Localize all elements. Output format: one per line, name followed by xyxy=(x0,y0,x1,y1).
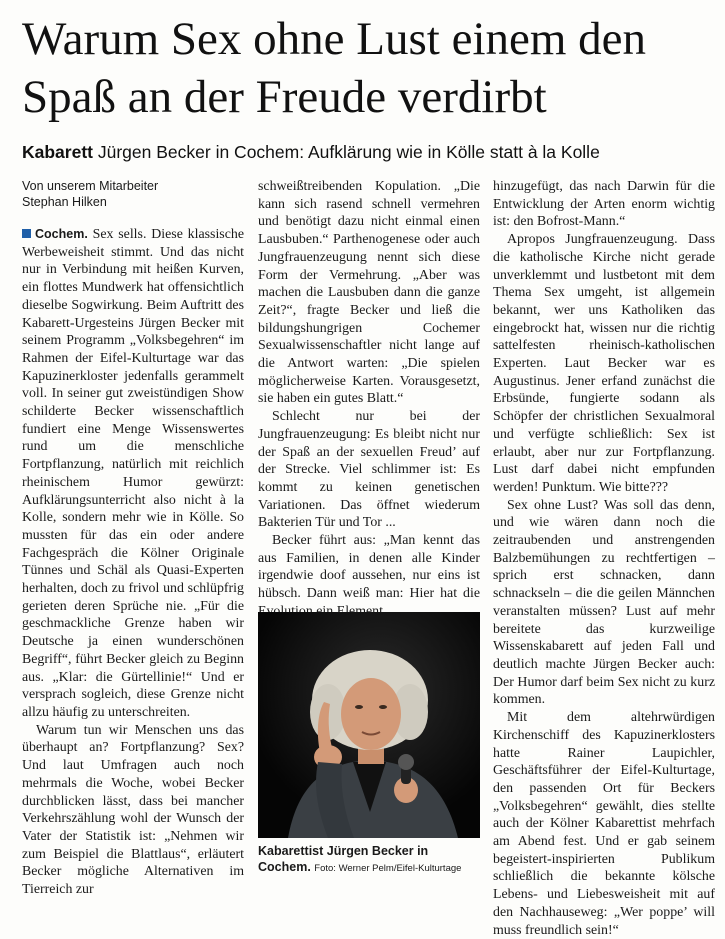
section-square-icon xyxy=(22,229,31,238)
paragraph-5: Apropos Jungfrauenzeugung. Dass die katholische Kirche nicht gerade unverklemmt und lustbetont mit dem Thema Sex umgeht, ist allgemein bekannt, wer uns Katholiken das eingebrockt hat, wissen nur die richtig sattelfesten rheinisch-katholischen Experten. Laut Becker war es Augustinus. Jener erfand zunächst die Erbsünde, fungierte sodann als Schöpfer der christlichen Sexualmoral und verfügte schließlich: Sex ist erlaubt, aber nur zur Fortpflanzung. Lust darf dabei nicht empfunden werden! Punktum. Wie bitte??? xyxy=(493,232,715,495)
photo-credit: Foto: Werner Pelm/Eifel-Kulturtage xyxy=(314,863,462,874)
headline-line-2: Spaß an der Freude verdirbt xyxy=(22,71,547,123)
byline-author: Stephan Hilken xyxy=(22,195,107,209)
photo-juergen-becker xyxy=(258,612,480,838)
dateline: Cochem. xyxy=(35,227,88,241)
paragraph-2: Warum tun wir Menschen uns das überhaupt an? Fortpflanzung? Sex? Und laut Umfragen auch noch mehrmals die Woche, wobei Becker durchblicken lässt, dass bei mancher Verkehrszählung wohl der Wunsch der Vater der Statistik ist: „Nehmen wir zum Beispiel die Blattlaus“, erläutert Becker mögliche Alternativen im Tierreich zur xyxy=(22,722,244,898)
article-column-2 xyxy=(258,178,480,621)
paragraph-4: Becker führt aus: „Man kennt das aus Familien, in denen alle Kinder irgendwie doof aussehen, nur eins ist hübsch. Dann weiß man: Hier hat die xyxy=(258,533,480,602)
caption-text: Kabarettist Jürgen Becker in Cochem. xyxy=(258,844,429,874)
paragraph-7: Mit dem altehrwürdigen Kirchenschiff des Kapuzinerklosters hatte Rainer Laupichler, Geschäftsführer der Eifel-Kulturtage, den passenden Ort für Beckers „Volksbegehren“ gewählt, dies stellte auch der Kölner Kabarettist mehrfach am Abend fest. Und er gab seinem begeistert-inspirierten Publikum schließlich die bekannte kölsche Lebens- und Liebesweisheit mit auf den Nachhauseweg: „Wer poppe’ will muss freundlich sein!“ xyxy=(493,710,715,938)
byline xyxy=(22,178,244,210)
paragraph-1 xyxy=(22,226,244,722)
subtitle-text: Jürgen Becker in Cochem: Aufklärung wie in Kölle statt à la Kolle xyxy=(97,142,600,162)
paragraph-3: Schlecht nur bei der Jungfrauenzeugung: Es bleibt nicht nur der Spaß an der sexuellen Freud’ auf der Strecke. Viel schlimmer ist: Es kommt zu keinen genetischen Variationen. Das öffnet wiederum Bakterien Tür und Tor ... xyxy=(258,409,480,531)
byline-line-1: Von unserem Mitarbeiter xyxy=(22,179,159,193)
paragraph-1-text: Sex sells. Diese klassische Werbeweisheit stimmt. Und das nicht nur in Verbindung mit heißen Kurven, ein flottes Mundwerk hat offensichtlich dieselbe Sogwirkung. Beim Auftritt des Kabarett-Urgesteins Jürgen Becker mit seinem Programm „Volksbegehren“ im Rahmen der Eifel-Kulturtage war das Kapuzinerkloster jedenfalls gerammelt voll. In seiner gut zweistündigen Show schilderte Becker wissenschaftlich fundiert eine Menge Wissenswertes rund um die menschliche Fortpflanzung, natürlich mit reichlich rheinischem Humor gewürzt: Aufklärungsunterricht also nicht à la Kolle, sondern mehr wie in Kölle. So mussten für das ein oder andere Fachgespräch die Kölner Originale Tünnes und Schäl als Quasi-Experten herhalten, doch zu frivol und schlüpfrig gerieten deren Sprüche nie. „Für die geschmackliche Grenze haben wir Deutsche ja einen wunderschönen Begriff“, führt Becker gleich zu Beginn aus. „Klar: die Gürtellinie!“ Und er versprach sogleich, diese Grenze nicht allzu häufig zu unterschreiten. xyxy=(22,227,244,720)
paragraph-6: Sex ohne Lust? Was soll das denn, und wie wären dann noch die zeitraubenden und anstrengenden Balzbemühungen zu rechtfertigen – sprich erst schnacken, dann schnackseln – die die geilen Männchen veranstalten müssen? Lust auf mehr bereitete das kurzweilige Wissenskabarett auf jeden Fall und deutlich machte Jürgen Becker auch: Der Humor darf beim Sex nicht zu kurz kommen. xyxy=(493,497,715,708)
headline-line-1: Warum Sex ohne Lust einem den xyxy=(22,13,647,65)
headline xyxy=(22,10,712,126)
article-column-3 xyxy=(493,178,715,939)
subtitle xyxy=(22,142,712,163)
photo-caption xyxy=(258,843,483,877)
kicker: Kabarett xyxy=(22,142,93,162)
paragraph-4-continued: hinzugefügt, das nach Darwin für die Entwicklung der Arten enorm wichtig ist: den Bofrost-Mann.“ xyxy=(493,179,715,230)
performer-photo-illustration xyxy=(258,612,480,838)
paragraph-2-continued: schweißtreibenden Kopulation. „Die kann sich rasend schnell vermehren und benötigt dazu nicht einmal einen Lausbuben.“ Parthenogenese oder auch Jungfrauenzeugung nennt sich diese Form der Vermehrung. „Aber was machen die Lausbuben dann die ganze Zeit?“, fragte Becker und ließ die bildungshungrigen Cochemer Sexualwissenschaftler nicht lange auf die Antwort warten: „Die spielen möglicherweise Karten. Vorausgesetzt, sie haben ein gutes Blatt.“ xyxy=(258,179,480,407)
article-column-1 xyxy=(22,178,244,899)
